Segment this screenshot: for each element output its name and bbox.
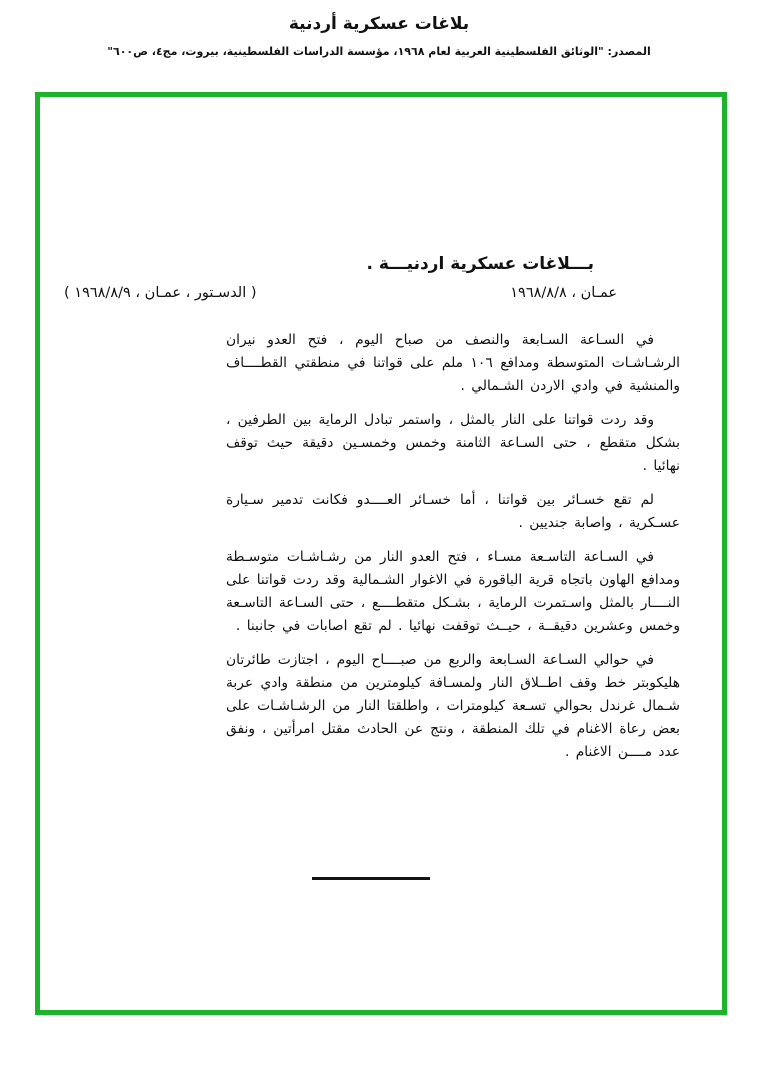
source-citation: المصدر: "الوثائق الفلسطينية العربية لعام ١٩٦٨، مؤسسة الدراسات الفلسطينية، بيروت، مج٤، ص٦٠٠"	[107, 45, 651, 58]
page-title: بلاغات عسكرية أردنية	[288, 14, 470, 34]
paragraph-5: في حوالي السـاعة السـابعة والربع من صبــــاح اليوم ، اجتازت طائرتان هليكوبتر خط وقف اطــلاق النار ولمسـافة كيلومترين من منطقة وادي عربة شـمال غرندل بحوالي تسـعة كيلومترات ، واطلقتا النار من الرشـاشـات على بعض رعاة الاغنام في تلك المنطقة ، ونتج عن الحادث مقتل امرأتين ، ونفق عدد مــــن الاغنام .	[226, 652, 680, 760]
document-body	[226, 329, 680, 775]
document-frame	[35, 92, 727, 1015]
paragraph-2: وقد ردت قواتنا على النار بالمثل ، واستمر تبادل الرماية بين الطرفين ، بشكل متقطع ، حتى السـاعة الثامنة وخمس وخمسـين دقيقة حيث توقف نهائيا .	[226, 412, 680, 474]
paragraph-3: لم تقع خسـائر بين قواتنا ، أما خسـائر العــــدو فكانت تدمير سـيارة عسـكرية ، واصابة جنديين .	[226, 492, 680, 531]
document-title: بـــلاغات عسكرية اردنيـــة .	[366, 254, 594, 274]
dateline-city-date: عمـان ، ١٩٦٨/٨/٨	[510, 285, 617, 301]
page-header	[0, 14, 758, 58]
document-page	[40, 97, 722, 1010]
dateline-newspaper-reference: ( الدسـتور ، عمـان ، ١٩٦٨/٨/٩ )	[64, 285, 257, 301]
paragraph-4: في السـاعة التاسـعة مسـاء ، فتح العدو النار من رشـاشـات متوسـطة ومدافع الهاون باتجاه قرية الباقورة في الاغوار الشـمالية وقد ردت قواتنا على النــــار بالمثل واسـتمرت الرماية ، بشـكل متقطــــع ، حتى السـاعة التاسـعة وخمس وعشرين دقيقــة ، حيــث توقفت نهائيا . لم تقع اصابات في جانبنا .	[226, 549, 680, 634]
paragraph-1: في السـاعة السـابعة والنصف من صباح اليوم ، فتح العدو نيران الرشـاشـات المتوسطة ومدافع ١٠٦ ملم على قواتنا في منطقتي القطــــاف والمنشية في وادي الاردن الشـمالي .	[226, 332, 680, 394]
footer-rule	[312, 877, 430, 880]
